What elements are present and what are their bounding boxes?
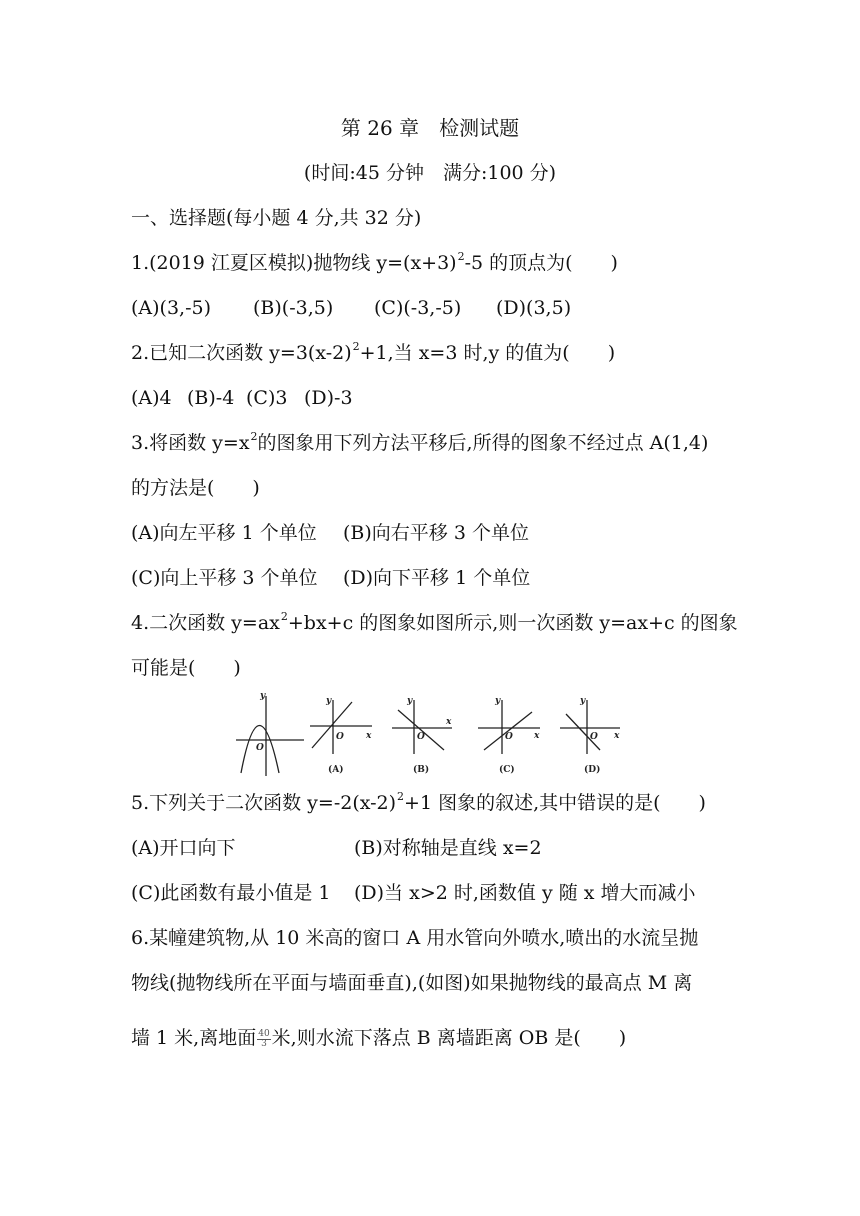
question-6-line-2: 物线(抛物线所在平面与墙面垂直),(如图)如果抛物线的最高点 M 离 [131,972,693,994]
option-d: (D)向下平移 1 个单位 [343,567,531,589]
option-d: (D)当 x>2 时,函数值 y 随 x 增大而减小 [354,882,696,904]
parabola-figure [236,696,304,776]
axis-y-label: y [326,696,332,706]
q6-text-part: 米,则水流下落点 B 离墙距离 OB 是( ) [271,1027,627,1049]
question-4-stem [131,611,738,638]
question-3-options-row2 [131,566,530,590]
option-d: (D)(3,5) [496,297,572,319]
question-2-options [131,386,353,410]
origin-label: O [417,732,425,742]
q4-stem-part: 4.二次函数 y=ax [131,612,280,634]
axis-y-label: y [580,696,586,706]
graph-a [310,700,372,754]
option-a: (A)4 [131,387,172,409]
q2-stem-part: 2.已知二次函数 y=3(x-2) [131,342,352,364]
question-3-stem [131,431,708,458]
fraction-numerator: 40 [258,1028,270,1039]
q3-stem-part: 3.将函数 y=x [131,432,250,454]
question-4-stem-cont: 可能是( ) [131,657,241,679]
graph-c [478,700,540,754]
option-b: (B)对称轴是直线 x=2 [354,837,542,859]
graph-line [398,710,444,750]
axis-x-label: x [614,731,620,741]
question-3-stem-cont: 的方法是( ) [131,477,260,499]
q1-stem-part: -5 的顶点为( ) [464,252,618,274]
q6-text-part: 墙 1 米,离地面 [131,1027,257,1049]
q2-exponent: 2 [352,340,360,353]
axis-x-label: x [366,731,372,741]
section-heading: 一、选择题(每小题 4 分,共 32 分) [131,207,422,229]
fraction [257,1030,270,1049]
option-b: (B)向右平移 3 个单位 [343,522,529,544]
q1-exponent: 2 [457,250,465,263]
axis-y-label: y [407,696,413,706]
fraction-denominator: 3 [261,1038,267,1049]
origin-label: O [256,743,264,753]
graph-line [312,702,352,748]
graph-d [560,700,620,754]
option-c: (C)3 [246,387,288,409]
question-6-line-3 [131,1026,626,1050]
q5-stem-part: 5.下列关于二次函数 y=-2(x-2) [131,792,397,814]
question-6-line-1: 6.某幢建筑物,从 10 米高的窗口 A 用水管向外喷水,喷出的水流呈抛 [131,927,699,949]
q3-stem-part: 的图象用下列方法平移后,所得的图象不经过点 A(1,4) [257,432,709,454]
question-3-options-row1 [131,521,529,545]
page-title: 第 26 章 检测试题 [340,116,520,140]
graph-label-d: (D) [584,765,601,775]
graph-b [392,700,452,754]
axis-x-label: x [534,731,540,741]
option-a: (A)向左平移 1 个单位 [131,522,317,544]
option-b: (B)(-3,5) [253,297,334,319]
question-4-graphs [232,690,722,780]
q5-exponent: 2 [397,790,405,803]
axis-y-label: y [495,696,501,706]
graph-label-b: (B) [413,765,430,775]
origin-label: O [590,732,598,742]
question-1-stem [131,251,618,278]
graph-line [484,712,532,750]
question-5-options-row2 [131,881,696,905]
option-a: (A)(3,-5) [131,297,212,319]
origin-label: O [505,732,513,742]
question-2-stem [131,341,615,368]
q5-stem-part: +1 图象的叙述,其中错误的是( ) [404,792,706,814]
axis-y-label: y [260,691,266,701]
option-c: (C)(-3,-5) [374,297,462,319]
option-c: (C)向上平移 3 个单位 [131,567,318,589]
question-5-options-row1 [131,836,542,860]
option-b: (B)-4 [187,387,235,409]
exam-info: (时间:45 分钟 满分:100 分) [303,162,557,184]
q4-stem-part: +bx+c 的图象如图所示,则一次函数 y=ax+c 的图象 [287,612,738,634]
option-c: (C)此函数有最小值是 1 [131,882,331,904]
q3-exponent: 2 [250,430,258,443]
option-a: (A)开口向下 [131,837,236,859]
q1-stem-part: 1.(2019 江夏区模拟)抛物线 y=(x+3) [131,252,457,274]
origin-label: O [336,732,344,742]
graph-label-a: (A) [328,765,344,775]
axis-x-label: x [446,717,452,727]
q2-stem-part: +1,当 x=3 时,y 的值为( ) [359,342,616,364]
graph-label-c: (C) [499,765,515,775]
question-1-options [131,296,571,320]
question-5-stem [131,791,706,818]
q4-exponent: 2 [280,610,288,623]
option-d: (D)-3 [304,387,353,409]
